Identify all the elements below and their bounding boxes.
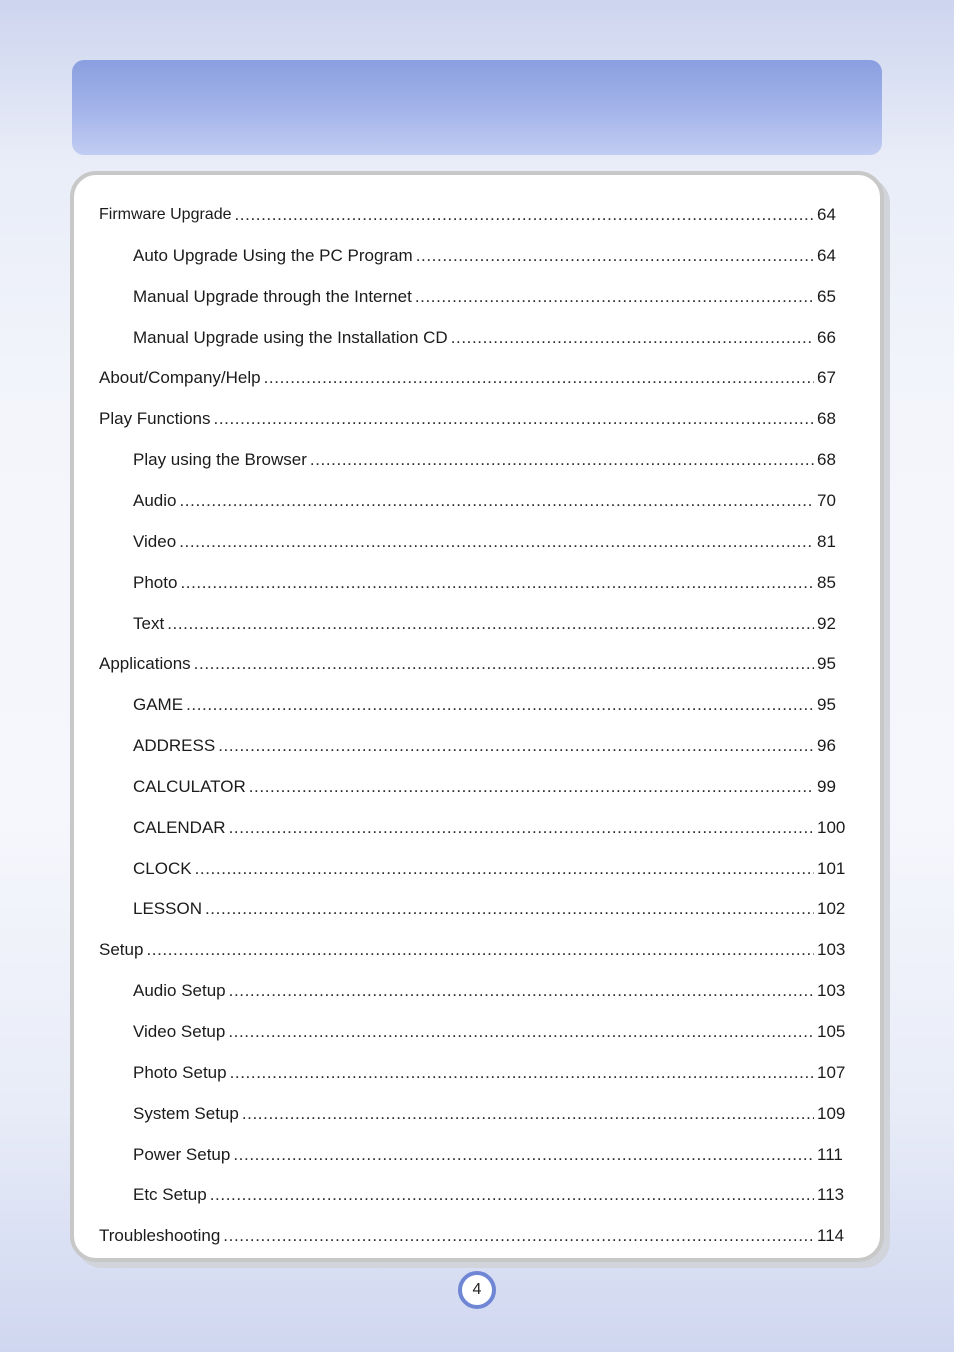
toc-entry-page: 96 <box>817 736 836 756</box>
toc-entry-page: 68 <box>817 409 836 429</box>
toc-entry-title: CALCULATOR <box>133 776 246 796</box>
toc-dot-leader <box>194 654 814 674</box>
toc-entry-page: 64 <box>817 245 836 265</box>
toc-entry[interactable] <box>133 977 865 1001</box>
toc-entry[interactable] <box>133 773 865 797</box>
toc-dot-leader <box>242 1104 814 1124</box>
toc-entry[interactable] <box>99 650 865 674</box>
toc-entry[interactable] <box>133 446 865 470</box>
toc-entry-page: 99 <box>817 776 836 796</box>
toc-entry[interactable] <box>133 1181 865 1205</box>
toc-entry[interactable] <box>99 405 865 429</box>
toc-entry-page: 85 <box>817 572 836 592</box>
toc-entry[interactable] <box>133 855 865 879</box>
toc-entry-page: 111 <box>817 1144 843 1164</box>
toc-entry-page: 64 <box>817 205 836 224</box>
toc-entry[interactable] <box>133 569 865 593</box>
toc-entry-title: Setup <box>99 940 144 960</box>
toc-entry[interactable] <box>133 691 865 715</box>
toc-entry-title: LESSON <box>133 899 202 919</box>
toc-entry-title: Play Functions <box>99 409 211 429</box>
toc-entry-page: 95 <box>817 695 836 715</box>
toc-entry[interactable] <box>133 1018 865 1042</box>
page-number-badge: 4 <box>458 1271 496 1309</box>
toc-entry[interactable] <box>133 242 865 266</box>
toc-entry-page: 101 <box>817 858 846 878</box>
toc-entry-page: 103 <box>817 981 846 1001</box>
toc-entry-title: Photo <box>133 572 178 592</box>
toc-entry-page: 107 <box>817 1062 846 1082</box>
toc-entry-page: 81 <box>817 531 836 551</box>
toc-entry-title: Troubleshooting <box>99 1226 221 1246</box>
toc-entry-title: Auto Upgrade Using the PC Program <box>133 245 413 265</box>
toc-entry-title: Manual Upgrade through the Internet <box>133 286 412 306</box>
toc-list <box>74 175 880 1258</box>
toc-dot-leader <box>167 614 814 634</box>
toc-entry-title: Applications <box>99 654 191 674</box>
toc-dot-leader <box>228 1022 814 1042</box>
toc-dot-leader <box>451 328 814 348</box>
toc-entry[interactable] <box>133 1100 865 1124</box>
toc-dot-leader <box>146 940 814 960</box>
toc-entry-page: 100 <box>817 817 846 837</box>
toc-dot-leader <box>310 450 814 470</box>
toc-entry-title: Etc Setup <box>133 1185 207 1205</box>
toc-entry[interactable] <box>99 364 865 388</box>
toc-entry-title: CLOCK <box>133 858 192 878</box>
toc-dot-leader <box>249 777 814 797</box>
toc-entry-page: 113 <box>817 1185 845 1205</box>
toc-entry-title: GAME <box>133 695 184 715</box>
toc-entry-page: 65 <box>817 286 836 306</box>
toc-entry-title: Photo Setup <box>133 1062 227 1082</box>
toc-dot-leader <box>205 899 814 919</box>
toc-entry[interactable] <box>133 324 865 348</box>
toc-entry[interactable] <box>99 1222 865 1246</box>
toc-entry-page: 67 <box>817 368 836 388</box>
toc-entry-page: 92 <box>817 613 836 633</box>
toc-dot-leader <box>195 859 814 879</box>
toc-dot-leader <box>179 532 814 552</box>
toc-entry-title: System Setup <box>133 1103 239 1123</box>
toc-dot-leader <box>223 1226 814 1246</box>
toc-entry-page: 68 <box>817 450 836 470</box>
toc-entry-title: CALENDAR <box>133 817 226 837</box>
toc-entry[interactable] <box>99 201 865 225</box>
toc-entry-page: 95 <box>817 654 836 674</box>
toc-entry[interactable] <box>133 895 865 919</box>
header-banner <box>72 60 882 155</box>
toc-entry[interactable] <box>133 528 865 552</box>
toc-entry-title: Text <box>133 613 165 633</box>
toc-entry-page: 105 <box>817 1022 846 1041</box>
toc-entry-title: Manual Upgrade using the Installation CD <box>133 327 448 347</box>
toc-dot-leader <box>180 573 814 593</box>
toc-entry[interactable] <box>133 1141 865 1165</box>
toc-entry[interactable] <box>133 283 865 307</box>
toc-entry-page: 103 <box>817 940 846 960</box>
toc-dot-leader <box>416 246 814 266</box>
toc-entry-title: Power Setup <box>133 1144 231 1164</box>
toc-entry[interactable] <box>99 936 865 960</box>
toc-entry[interactable] <box>133 814 865 838</box>
toc-entry-page: 109 <box>817 1103 846 1123</box>
toc-dot-leader <box>218 736 814 756</box>
toc-dot-leader <box>229 981 814 1001</box>
toc-dot-leader <box>264 368 814 388</box>
toc-entry-page: 114 <box>817 1226 845 1246</box>
toc-entry-title: Audio Setup <box>133 981 226 1001</box>
toc-entry-page: 70 <box>817 490 836 510</box>
toc-dot-leader <box>415 287 814 307</box>
toc-entry[interactable] <box>133 610 865 634</box>
toc-entry-title: About/Company/Help <box>99 368 261 388</box>
toc-dot-leader <box>179 491 814 511</box>
toc-entry[interactable] <box>133 487 865 511</box>
toc-dot-leader <box>210 1185 814 1205</box>
toc-entry-title: ADDRESS <box>133 736 216 756</box>
toc-entry-title: Firmware Upgrade <box>99 206 232 223</box>
toc-dot-leader <box>233 1145 814 1165</box>
toc-dot-leader <box>214 409 815 429</box>
toc-entry-page: 66 <box>817 327 836 347</box>
toc-entry-title: Play using the Browser <box>133 450 307 470</box>
toc-dot-leader <box>230 1063 814 1083</box>
table-of-contents-panel <box>70 171 884 1262</box>
toc-entry[interactable] <box>133 732 865 756</box>
toc-dot-leader <box>234 205 814 225</box>
toc-entry-title: Video <box>133 531 177 551</box>
toc-entry-title: Video Setup <box>133 1022 226 1041</box>
toc-entry-title: Audio <box>133 490 177 510</box>
toc-entry[interactable] <box>133 1059 865 1083</box>
toc-entry-page: 102 <box>817 899 846 919</box>
toc-dot-leader <box>229 818 814 838</box>
toc-dot-leader <box>186 695 814 715</box>
